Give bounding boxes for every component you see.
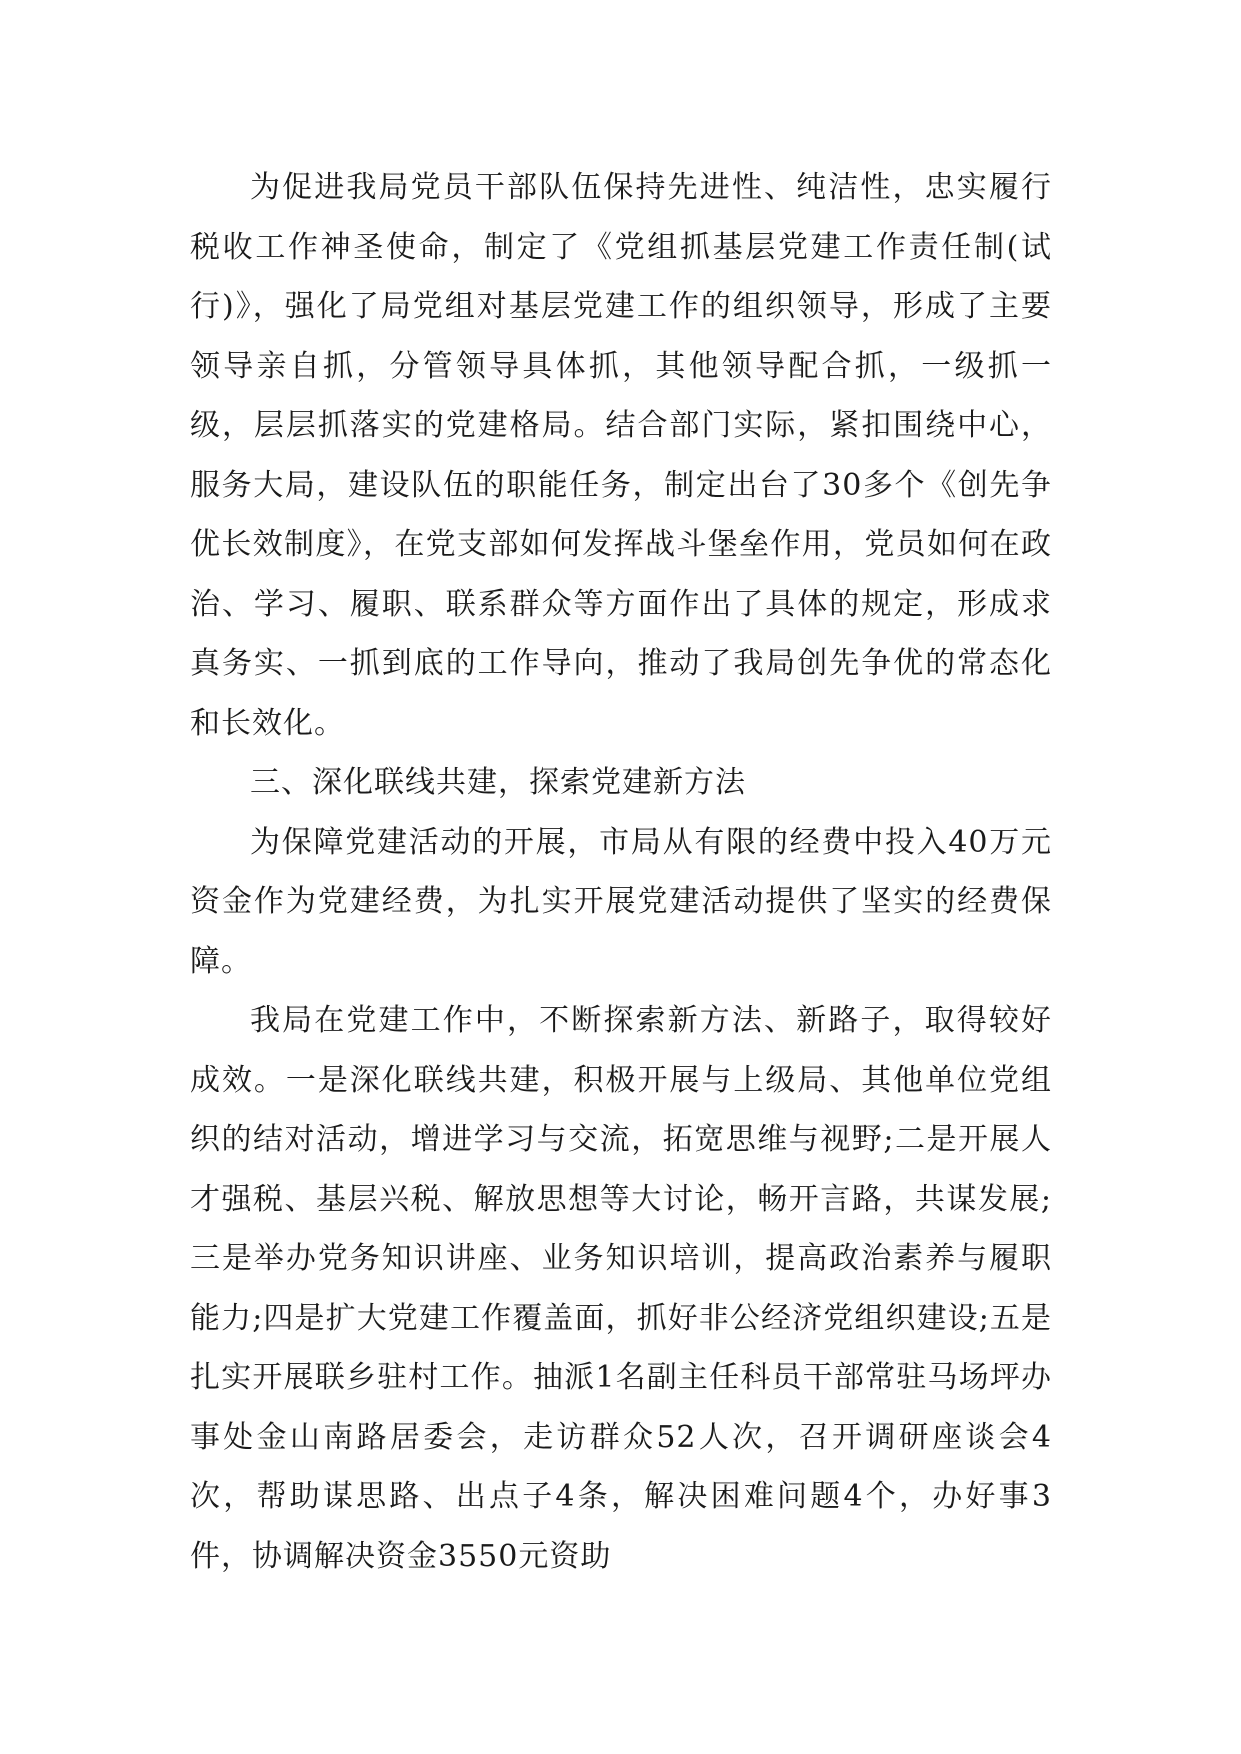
paragraph-new-methods: 我局在党建工作中，不断探索新方法、新路子，取得较好成效。一是深化联线共建，积极开展与上级局、其他单位党组织的结对活动，增进学习与交流，拓宽思维与视野;二是开展人才强税、基层兴税、解放思想等大讨论，畅开言路，共谋发展;三是举办党务知识讲座、业务知识培训，提高政治素养与履职能力;四是扩大党建工作覆盖面，抓好非公经济党组织建设;五是扎实开展联乡驻村工作。抽派1名副主任科员干部常驻马场坪办事处金山南路居委会，走访群众52人次，召开调研座谈会4次，帮助谋思路、出点子4条，解决困难问题4个，办好事3件，协调解决资金3550元资助 xyxy=(190,1003,1052,1574)
section-heading-three: 三、深化联线共建，探索党建新方法 xyxy=(250,765,746,800)
paragraph-funding: 为保障党建活动的开展，市局从有限的经费中投入40万元资金作为党建经费，为扎实开展党建活动提供了坚实的经费保障。 xyxy=(190,824,1052,979)
document-body xyxy=(190,158,1052,1586)
paragraph-party-responsibility: 为促进我局党员干部队伍保持先进性、纯洁性，忠实履行税收工作神圣使命，制定了《党组抓基层党建工作责任制(试行)》，强化了局党组对基层党建工作的组织领导，形成了主要领导亲自抓，分管领导具体抓，其他领导配合抓，一级抓一级，层层抓落实的党建格局。结合部门实际，紧扣围绕中心，服务大局，建设队伍的职能任务，制定出台了30多个《创先争优长效制度》，在党支部如何发挥战斗堡垒作用，党员如何在政治、学习、履职、联系群众等方面作出了具体的规定，形成求真务实、一抓到底的工作导向，推动了我局创先争优的常态化和长效化。 xyxy=(190,170,1052,741)
